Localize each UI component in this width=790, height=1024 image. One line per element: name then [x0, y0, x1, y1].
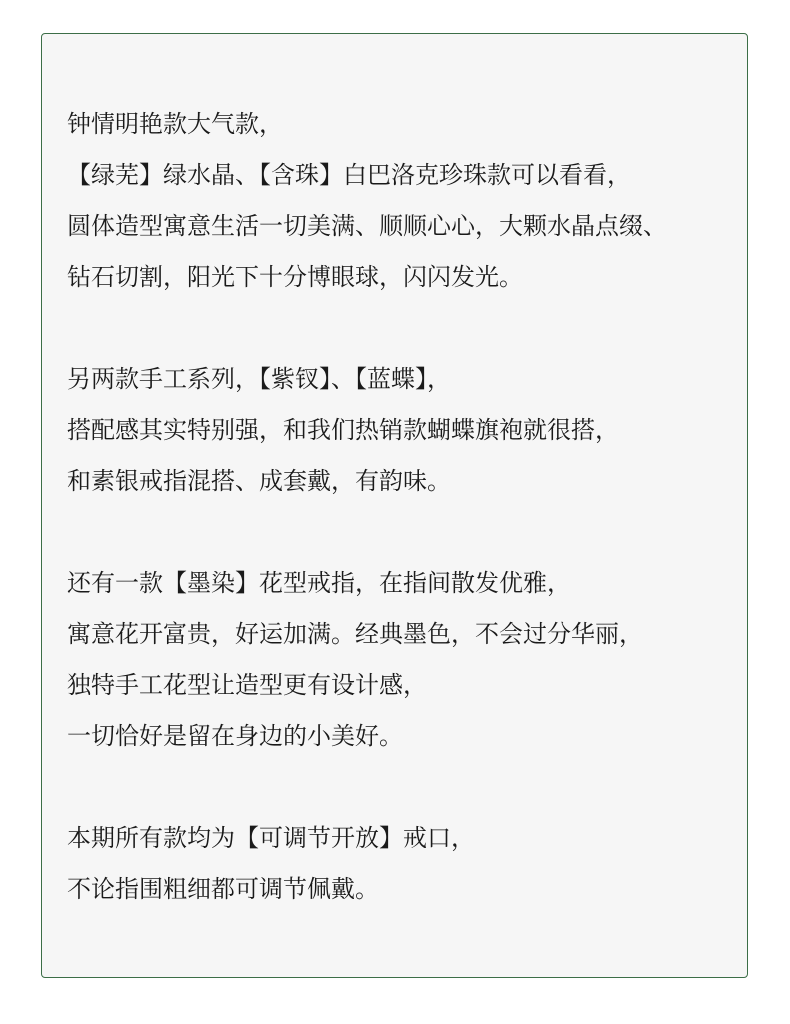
text-line: 寓意花开富贵，好运加满。经典墨色，不会过分华丽， — [67, 620, 643, 648]
paragraph-3 — [67, 558, 747, 762]
text-line: 一切恰好是留在身边的小美好。 — [67, 722, 403, 750]
paragraph-4 — [67, 813, 747, 915]
paragraph-2 — [67, 354, 747, 507]
text-line: 不论指围粗细都可调节佩戴。 — [67, 875, 379, 903]
text-line: 本期所有款均为【可调节开放】戒口， — [67, 824, 475, 852]
text-line: 另两款手工系列，【紫钗】、【蓝蝶】， — [67, 365, 451, 393]
paragraph-1 — [67, 99, 747, 303]
text-line: 搭配感其实特别强，和我们热销款蝴蝶旗袍就很搭， — [67, 416, 619, 444]
text-line: 和素银戒指混搭、成套戴，有韵味。 — [67, 467, 451, 495]
text-line: 还有一款【墨染】花型戒指，在指间散发优雅， — [67, 569, 571, 597]
text-card — [41, 33, 748, 978]
text-line: 【绿芜】绿水晶、【含珠】白巴洛克珍珠款可以看看， — [67, 161, 631, 189]
text-line: 圆体造型寓意生活一切美满、顺顺心心，大颗水晶点缀、 — [67, 212, 667, 240]
text-line: 钟情明艳款大气款， — [67, 110, 283, 138]
text-line: 独特手工花型让造型更有设计感， — [67, 671, 427, 699]
card-content — [67, 99, 747, 915]
text-line: 钻石切割，阳光下十分博眼球，闪闪发光。 — [67, 263, 523, 291]
